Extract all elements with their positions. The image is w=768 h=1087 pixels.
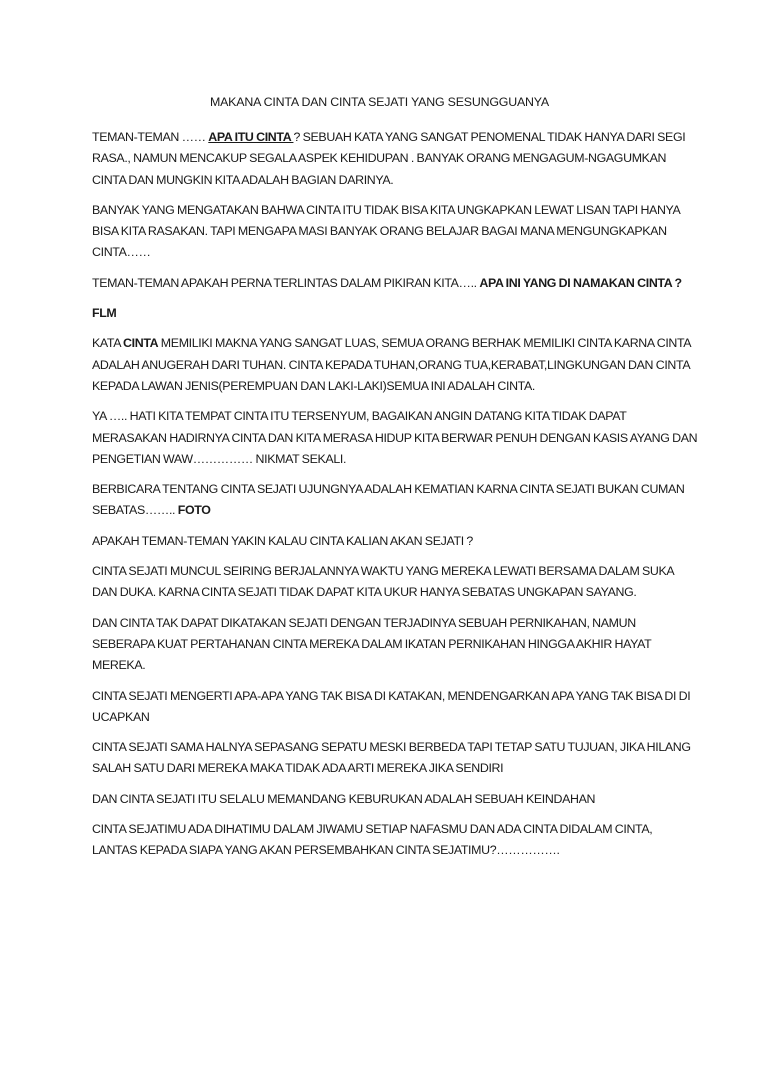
paragraph-3 bbox=[92, 273, 698, 294]
paragraph-11: CINTA SEJATI MENGERTI APA-APA YANG TAK BISA DI KATAKAN, MENDENGARKAN APA YANG TAK BISA DI DI UCAPKAN bbox=[92, 688, 691, 724]
p7-bold: FOTO bbox=[177, 503, 211, 518]
p5-bold: CINTA bbox=[123, 336, 159, 351]
paragraph-4 bbox=[92, 303, 698, 324]
p4-bold: FLM bbox=[92, 306, 117, 321]
p1-text-a: TEMAN-TEMAN …… bbox=[92, 130, 209, 144]
paragraph-7 bbox=[92, 479, 698, 522]
paragraph-13: DAN CINTA SEJATI ITU SELALU MEMANDANG KEBURUKAN ADALAH SEBUAH KEINDAHAN bbox=[92, 791, 596, 806]
paragraph-14: CINTA SEJATIMU ADA DIHATIMU DALAM JIWAMU SETIAP NAFASMU DAN ADA CINTA DIDALAM CINTA, LANTAS KEPADA SIAPA YANG AKAN PERSEMBAHKAN CINTA SEJATIMU?……………. bbox=[92, 822, 653, 858]
paragraph-2: BANYAK YANG MENGATAKAN BAHWA CINTA ITU TIDAK BISA KITA UNGKAPKAN LEWAT LISAN TAPI HANYA BISA KITA RASAKAN. TAPI MENGAPA MASI BANYAK ORANG BELAJAR BAGAI MANA MENGUNGKAPKAN CINTA…… bbox=[92, 202, 680, 260]
document-title: MAKANA CINTA DAN CINTA SEJATI YANG SESUNGGUANYA bbox=[210, 95, 549, 109]
paragraph-1 bbox=[92, 127, 698, 191]
paragraph-6: YA ….. HATI KITA TEMPAT CINTA ITU TERSENYUM, BAGAIKAN ANGIN DATANG KITA TIDAK DAPAT MERASAKAN HADIRNYA CINTA DAN KITA MERASA HIDUP KITA BERWAR PENUH DENGAN KASIS AYANG DAN PENGETIAN WAW…………… NIKMAT SEKALI. bbox=[92, 409, 698, 466]
p3-text-a: TEMAN-TEMAN APAKAH PERNA TERLINTAS DALAM PIKIRAN KITA….. bbox=[92, 275, 480, 290]
p5-text-a: KATA bbox=[92, 336, 124, 351]
paragraph-10: DAN CINTA TAK DAPAT DIKATAKAN SEJATI DENGAN TERJADINYA SEBUAH PERNIKAHAN, NAMUN SEBERAPA KUAT PERTAHANAN CINTA MEREKA DALAM IKATAN PERNIKAHAN HINGGA AKHIR HAYAT MEREKA. bbox=[92, 615, 652, 673]
p3-bold: APA INI YANG DI NAMAKAN CINTA ? bbox=[479, 275, 682, 290]
paragraph-12: CINTA SEJATI SAMA HALNYA SEPASANG SEPATU MESKI BERBEDA TAPI TETAP SATU TUJUAN, JIKA HILANG SALAH SATU DARI MEREKA MAKA TIDAK ADA ARTI MEREKA JIKA SENDIRI bbox=[92, 740, 691, 776]
paragraph-9: CINTA SEJATI MUNCUL SEIRING BERJALANNYA WAKTU YANG MEREKA LEWATI BERSAMA DALAM SUKA DAN DUKA. KARNA CINTA SEJATI TIDAK DAPAT KITA UKUR HANYA SEBATAS UNGKAPAN SAYANG. bbox=[92, 564, 674, 600]
p1-text-c: ? SEBUAH KATA YANG SANGAT PENOMENAL TIDAK HANYA DARI SEGI RASA., NAMUN MENCAKUP SEGALA ASPEK KEHIDUPAN . BANYAK ORANG MENGAGUM-NGAGUMKAN CINTA DAN MUNGKIN KITA ADALAH BAGIAN DARINYA. bbox=[92, 130, 686, 187]
p5-text-c: MEMILIKI MAKNA YANG SANGAT LUAS, SEMUA ORANG BERHAK MEMILIKI CINTA KARNA CINTA ADALAH ANUGERAH DARI TUHAN. CINTA KEPADA TUHAN,ORANG TUA,KERABAT,LINGKUNGAN DAN CINTA KEPADA LAWAN JENIS(PEREMPUAN DAN LAKI-LAKI)SEMUA INI ADALAH CINTA. bbox=[92, 336, 691, 393]
p7-text-a: BERBICARA TENTANG CINTA SEJATI UJUNGNYA ADALAH KEMATIAN KARNA CINTA SEJATI BUKAN CUMAN SEBATAS…….. bbox=[92, 482, 685, 518]
paragraph-8: APAKAH TEMAN-TEMAN YAKIN KALAU CINTA KALIAN AKAN SEJATI ? bbox=[92, 533, 473, 548]
p1-bold-underline: APA ITU CINTA bbox=[208, 130, 294, 144]
paragraph-5 bbox=[92, 333, 698, 397]
